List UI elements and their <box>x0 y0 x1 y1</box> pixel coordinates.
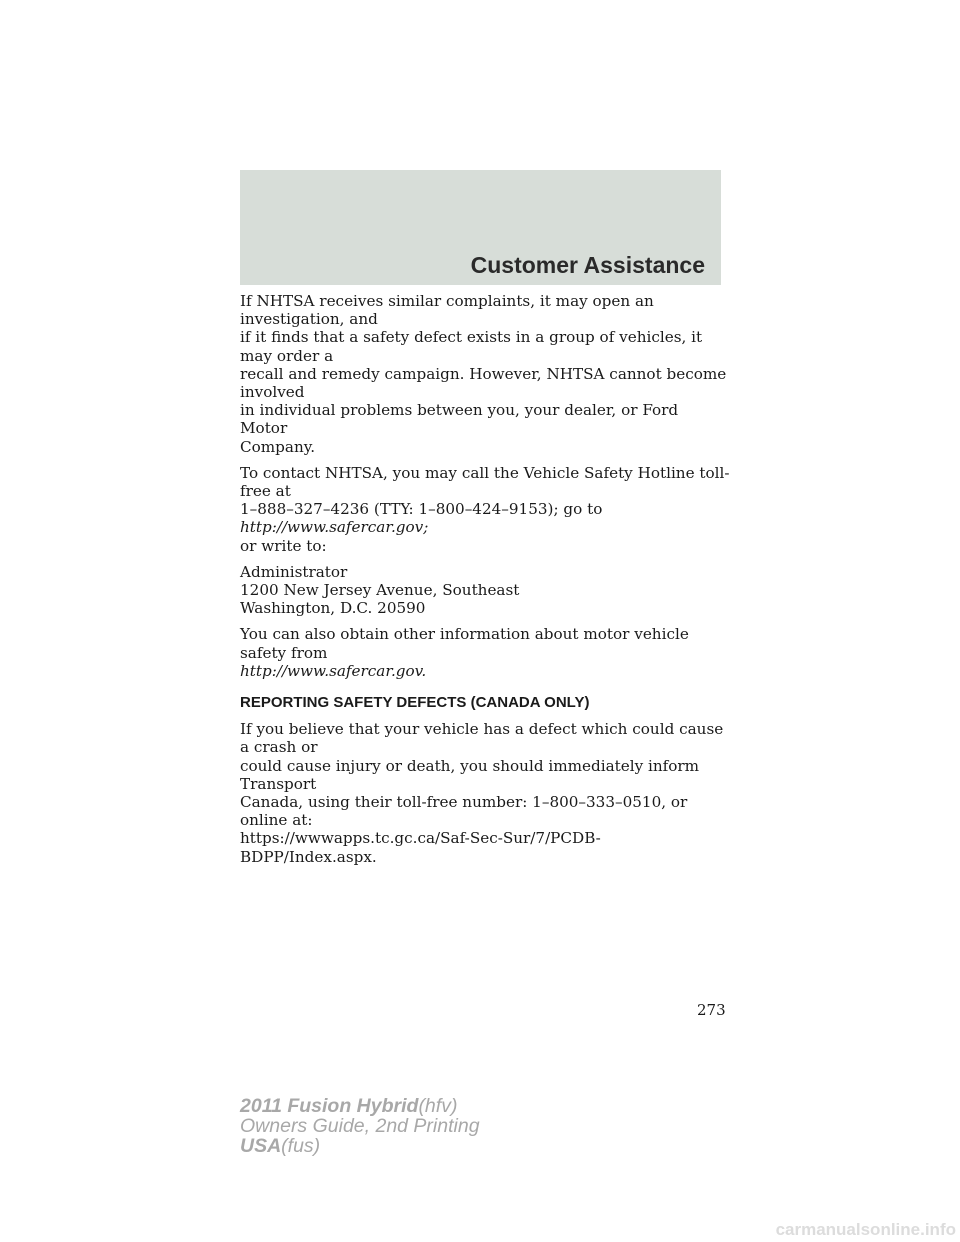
watermark: carmanualsonline.info <box>775 1220 956 1239</box>
footer-line-1 <box>240 1096 480 1116</box>
safercar-link[interactable]: http://www.safercar.gov; <box>240 518 429 537</box>
section-heading-canada: REPORTING SAFETY DEFECTS (CANADA ONLY) <box>240 694 590 712</box>
contact-text: To contact NHTSA, you may call the Vehicle Safety Hotline toll-free at 1–888–327–4236 (TTY: 1–800–424–9153); go to <box>240 463 730 519</box>
paragraph-more-info <box>240 625 730 680</box>
body-text <box>240 292 730 874</box>
footer-market-code: (fus) <box>281 1135 321 1157</box>
paragraph-contact-nhtsa <box>240 464 730 555</box>
paragraph-canada-report: If you believe that your vehicle has a defect which could cause a crash or could cause injury or death, you should immediately inform Transport Canada, using their toll-free number: 1–800–333–0510, or online at: https://wwwapps.tc.gc.ca/Saf-Sec-Sur/7/PCDB-BDPP/Index.aspx. <box>240 720 724 866</box>
section-title: Customer Assistance <box>470 252 705 278</box>
footer-line-2: Owners Guide, 2nd Printing <box>240 1115 480 1137</box>
safercar-link-2[interactable]: http://www.safercar.gov. <box>240 661 427 680</box>
address-block: Administrator 1200 New Jersey Avenue, Southeast Washington, D.C. 20590 <box>240 562 520 618</box>
footer-model-code: (hfv) <box>418 1095 458 1117</box>
paragraph-nhtsa-investigation: If NHTSA receives similar complaints, it may open an investigation, and if it finds that a safety defect exists in a group of vehicles, it may order a recall and remedy campaign. However, NHTSA cannot become involved in individual problems between you, your dealer, or Ford Motor Company. <box>240 292 727 456</box>
contact-text-end: or write to: <box>240 536 327 555</box>
section-header-band <box>240 170 721 285</box>
footer-market: USA <box>240 1135 282 1157</box>
more-info-text: You can also obtain other information about motor vehicle safety from <box>240 625 689 662</box>
page-number: 273 <box>697 1001 726 1019</box>
footer-print-info <box>240 1096 480 1156</box>
footer-line-3 <box>240 1136 480 1156</box>
footer-model: 2011 Fusion Hybrid <box>240 1095 419 1117</box>
